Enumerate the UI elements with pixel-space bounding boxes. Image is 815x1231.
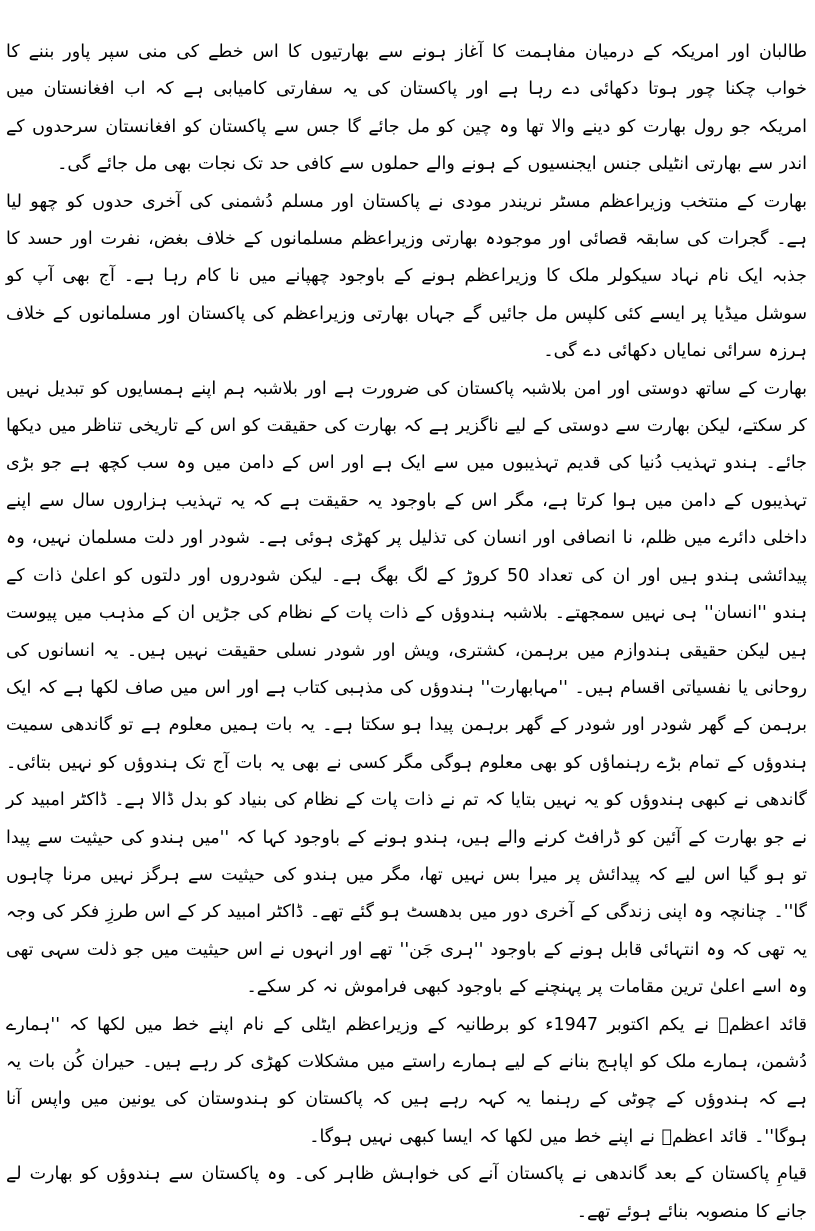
paragraph-taliban-america: طالبان اور امریکہ کے درمیان مفاہمت کا آغاز ہونے سے بھارتیوں کا اس خطے کی منی سپر پاور بننے کا خواب چکنا چور ہوتا دکھائی دے رہا ہے اور پاکستان کی یہ سفارتی کامیابی ہے کہ اب افغانستان میں امریکہ جو رول بھارت کو دینے والا تھا وہ چین کو مل جائے گا جس سے پاکستان کو افغانستان سرحدوں کے اندر سے بھارتی انٹیلی جنس ایجنسیوں کے ہونے والے حملوں سے کافی حد تک نجات بھی مل جائے گی۔ [6,42,807,175]
paragraph-quaid-letter-1947: قائد اعظمؒ نے یکم اکتوبر 1947ء کو برطانیہ کے وزیراعظم ایٹلی کے نام اپنے خط میں لکھا کہ ''ہمارے دُشمن، ہمارے ملک کو اپاہج بنانے کے لیے ہمارے راستے میں مشکلات کھڑی کر رہے ہیں۔ حیران کُن بات یہ ہے کہ ہندوؤں کے چوٹی کے رہنما یہ کہہ رہے ہیں کہ پاکستان کو ہندوستان کی یونین میں واپس آنا ہوگا''۔ قائد اعظمؒ نے اپنے خط میں لکھا کہ ایسا کبھی نہیں ہوگا۔ [6,1014,807,1147]
article-body [6,34,807,1231]
paragraph-hindu-civilization: بھارت کے ساتھ دوستی اور امن بلاشبہ پاکستان کی ضرورت ہے اور بلاشبہ ہم اپنے ہمسایوں کو تبدیل نہیں کر سکتے، لیکن بھارت سے دوستی کے لیے ناگزیر ہے کہ بھارت کی حقیقت کو اس کے تاریخی تناظر میں دیکھا جائے۔ ہندو تہذیب دُنیا کی قدیم تہذیبوں میں سے ایک ہے اور اس کے دامن میں وہ سب کچھ ہے جو بڑی تہذیبوں کے دامن میں ہوا کرتا ہے، مگر اس کے باوجود یہ حقیقت ہے کہ یہ تہذیب ہزاروں سال سے اپنے داخلی دائرے میں ظلم، نا انصافی اور انسان کی تذلیل پر کھڑی ہوئی ہے۔ شودر اور دلت مسلمان نہیں، وہ پیدائشی ہندو ہیں اور ان کی تعداد 50 کروڑ کے لگ بھگ ہے۔ لیکن شودروں اور دلتوں کو اعلیٰ ذات کے ہندو ''انسان'' ہی نہیں سمجھتے۔ بلاشبہ ہندوؤں کے ذات پات کے نظام کی جڑیں ان کے مذہب میں پیوست ہیں لیکن حقیقی ہندوازم میں برہمن، کشتری، ویش اور شودر نسلی حقیقت نہیں ہیں۔ یہ انسانوں کی روحانی یا نفسیاتی اقسام ہیں۔ ''مہابھارت'' ہندوؤں کی مذہبی کتاب ہے اور اس میں صاف لکھا ہے کہ ایک برہمن کے گھر شودر اور شودر کے گھر برہمن پیدا ہو سکتا ہے۔ یہ بات ہمیں معلوم ہے تو گاندھی سمیت ہندوؤں کے تمام بڑے رہنماؤں کو بھی معلوم ہوگی مگر کسی نے بھی یہ بات آج تک ہندوؤں کو نہیں بتائی۔ گاندھی نے کبھی ہندوؤں کو یہ نہیں بتایا کہ تم نے ذات پات کے نظام کی بنیاد کو بدل ڈالا ہے۔ ڈاکٹر امبید کر نے جو بھارت کے آئین کو ڈرافٹ کرنے والے ہیں، ہندو ہونے کے باوجود کہا کہ ''میں ہندو کی حیثیت سے پیدا تو ہو گیا اس لیے کہ پیدائش پر میرا بس نہیں تھا، مگر میں ہندو کی حیثیت سے ہرگز نہیں مرنا چاہوں گا''۔ چنانچہ وہ اپنی زندگی کے آخری دور میں بدھسٹ ہو گئے تھے۔ ڈاکٹر امبید کر کے اس طرزِ فکر کی وجہ یہ تھی کہ وہ انتہائی قابل ہونے کے باوجود ''ہری جَن'' تھے اور انہوں نے اس حیثیت میں جو ذلت سہی تھی وہ اسے اعلیٰ ترین مقامات پر پہنچنے کے باوجود کبھی فراموش نہ کر سکے۔ [6,378,808,998]
paragraph-modi-enmity: بھارت کے منتخب وزیراعظم مسٹر نریندر مودی نے پاکستان اور مسلم دُشمنی کی آخری حدوں کو چھو لیا ہے۔ گجرات کی سابقہ قصائی اور موجودہ بھارتی وزیراعظم مسلمانوں کے خلاف بغض، نفرت اور حسد کا جذبہ ایک نام نہاد سیکولر ملک کا وزیراعظم ہونے کے باوجود چھپانے میں نا کام رہا ہے۔ آج بھی آپ کو سوشل میڈیا پر ایسے کئی کلپس مل جائیں گے جہاں بھارتی وزیراعظم کی پاکستان اور مسلمانوں کے خلاف ہرزہ سرائی نمایاں دکھائی دے گی۔ [6,191,807,362]
paragraph-gandhi-wish: قیامِ پاکستان کے بعد گاندھی نے پاکستان آنے کی خواہش ظاہر کی۔ وہ پاکستان سے ہندوؤں کو بھارت لے جانے کا منصوبہ بنائے ہوئے تھے۔ [6,1164,807,1222]
